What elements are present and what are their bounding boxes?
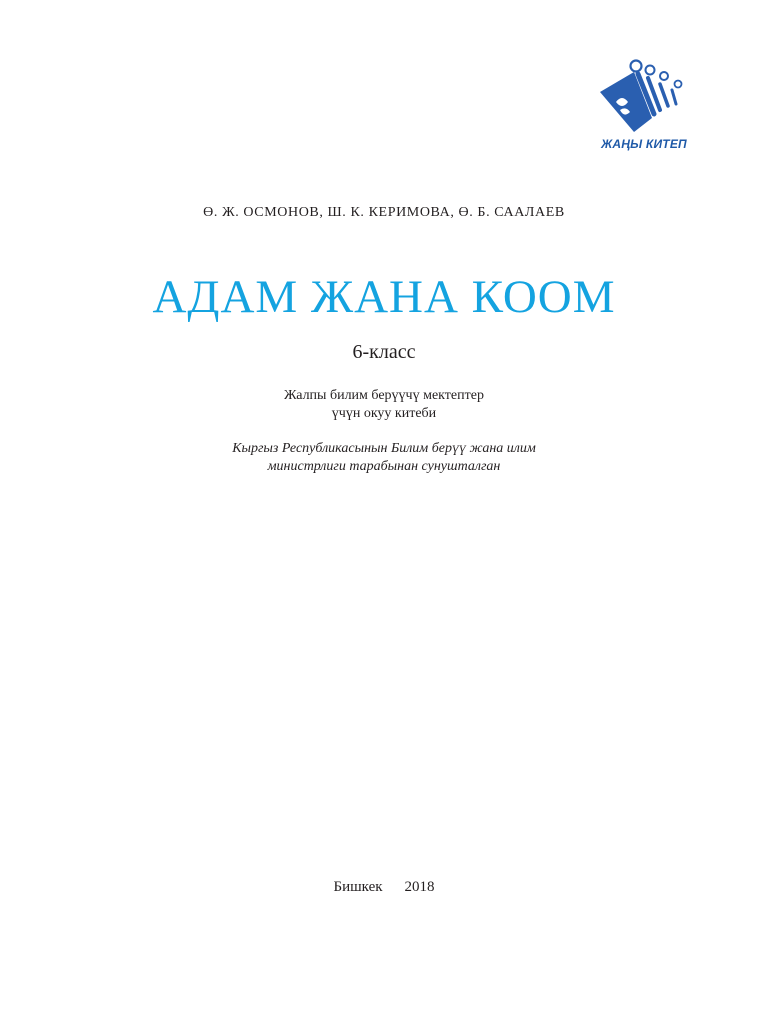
publisher-logo [594,58,698,158]
logo-head-1 [631,61,642,72]
book-people-logo-icon [594,58,694,138]
logo-head-2 [646,66,655,75]
approval-note [0,440,768,476]
imprint [0,879,768,896]
logo-head-4 [675,81,682,88]
approval-line-1: Кыргыз Республикасынын Билим берүү жана илим [232,441,536,456]
publisher-name: ЖАҢЫ КИТЕП [601,137,687,151]
imprint-year: 2018 [404,879,435,895]
book-subtitle [0,387,768,423]
imprint-city: Бишкек [333,879,383,895]
subtitle-line-2: үчүн окуу китеби [331,406,437,421]
authors: Ө. Ж. ОСМОНОВ, Ш. К. КЕРИМОВА, Ө. Б. СААЛАЕВ [203,205,565,220]
grade-label: 6-класс [352,341,416,363]
approval-line-2: министрлиги тарабынан сунушталган [267,459,501,474]
subtitle-line-1: Жалпы билим берүүчү мектептер [284,388,484,403]
logo-page-4 [672,90,676,104]
logo-page-3 [660,84,668,106]
logo-head-3 [660,72,668,80]
book-title: АДАМ ЖАНА КООМ [152,271,616,323]
